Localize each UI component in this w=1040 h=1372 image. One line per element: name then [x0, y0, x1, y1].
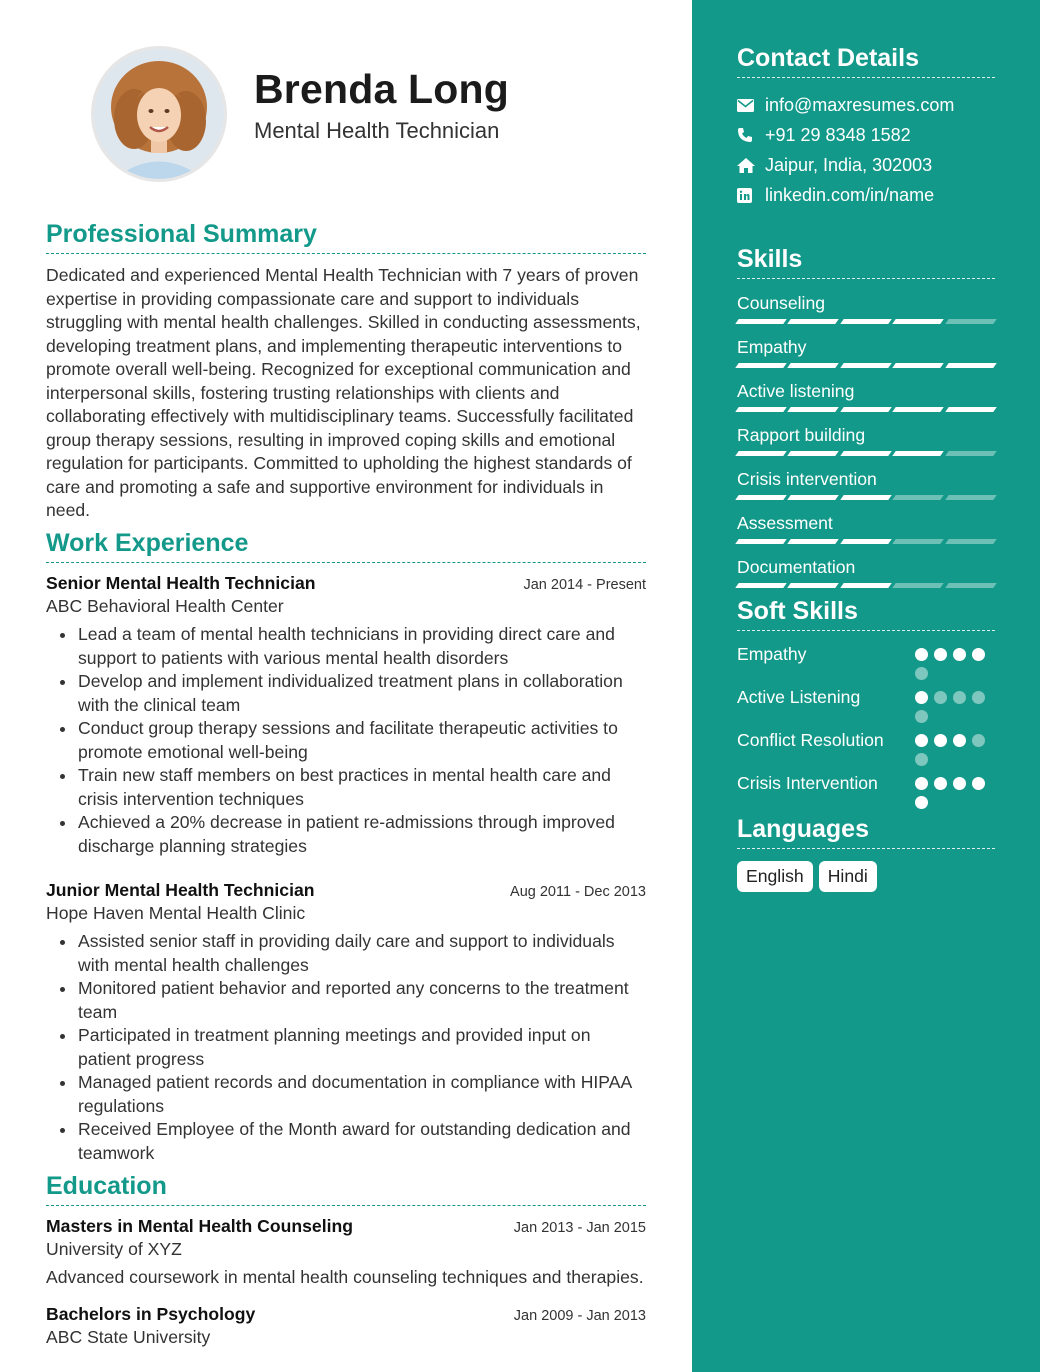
skill-level-bar — [737, 539, 995, 544]
soft-skill-item — [737, 772, 995, 809]
soft-skill-item — [737, 729, 995, 766]
candidate-name: Brenda Long — [254, 66, 510, 112]
work-experience-section — [46, 529, 646, 1179]
skill-level-segment — [840, 539, 892, 544]
skills-list — [737, 291, 995, 588]
avatar — [91, 46, 227, 182]
skill-item — [737, 335, 995, 368]
education-date: Jan 2013 - Jan 2015 — [513, 1220, 646, 1236]
list-item: Managed patient records and documentation in compliance with HIPAA regulations — [46, 1071, 646, 1118]
degree-title: Bachelors in Psychology — [46, 1303, 256, 1324]
skill-level-segment — [788, 407, 840, 412]
section-title-education: Education — [46, 1172, 646, 1206]
rating-dot — [915, 777, 928, 790]
skill-level-segment — [840, 319, 892, 324]
section-title-summary: Professional Summary — [46, 220, 646, 254]
skill-level-segment — [735, 363, 787, 368]
job-date: Jan 2014 - Present — [523, 577, 646, 593]
contact-email[interactable] — [737, 90, 995, 120]
skill-level-segment — [892, 407, 944, 412]
language-list — [737, 861, 995, 892]
contact-section — [737, 44, 995, 210]
skill-level-segment — [788, 319, 840, 324]
skill-level-segment — [840, 583, 892, 588]
skill-level-segment — [735, 495, 787, 500]
phone-text: +91 29 8348 1582 — [765, 124, 911, 145]
rating-dot — [934, 648, 947, 661]
skill-level-segment — [945, 363, 997, 368]
soft-skill-item — [737, 643, 995, 680]
education-date: Jan 2009 - Jan 2013 — [513, 1307, 646, 1324]
list-item: Monitored patient behavior and reported any concerns to the treatment team — [46, 977, 646, 1024]
skill-level-segment — [945, 495, 997, 500]
contact-linkedin[interactable] — [737, 180, 995, 210]
skill-level-segment — [892, 363, 944, 368]
rating-dot — [934, 691, 947, 704]
skill-level-segment — [735, 451, 787, 456]
soft-skills-section — [737, 597, 995, 815]
contact-phone[interactable] — [737, 120, 995, 150]
profile-photo — [94, 49, 224, 179]
skill-name: Rapport building — [737, 425, 866, 445]
skill-level-bar — [737, 583, 995, 588]
list-item: Conduct group therapy sessions and facilitate therapeutic activities to promote emotional well-being — [46, 717, 646, 764]
skill-level-segment — [788, 495, 840, 500]
degree-title: Masters in Mental Health Counseling — [46, 1216, 353, 1236]
skill-level-segment — [788, 583, 840, 588]
skill-level-segment — [788, 451, 840, 456]
skill-level-bar — [737, 495, 995, 500]
list-item: Train new staff members on best practices in mental health care and crisis intervention techniques — [46, 764, 646, 811]
rating-dot — [953, 777, 966, 790]
soft-skill-rating — [915, 643, 995, 680]
list-item: Assisted senior staff in providing daily care and support to individuals with mental health challenges — [46, 930, 646, 977]
job-organization: ABC Behavioral Health Center — [46, 596, 284, 616]
skill-level-segment — [840, 495, 892, 500]
education-entry — [46, 1304, 646, 1348]
contact-address — [737, 150, 995, 180]
linkedin-icon — [737, 188, 765, 203]
soft-skill-name: Crisis Intervention — [737, 773, 878, 793]
rating-dot — [915, 648, 928, 661]
rating-dot — [972, 777, 985, 790]
skill-level-segment — [840, 363, 892, 368]
rating-dot — [953, 648, 966, 661]
skill-level-segment — [840, 407, 892, 412]
rating-dot — [972, 691, 985, 704]
section-title-soft-skills: Soft Skills — [737, 597, 995, 631]
section-title-contact: Contact Details — [737, 44, 995, 78]
language-chip: English — [737, 861, 813, 892]
skill-level-bar — [737, 319, 995, 324]
skill-level-segment — [840, 451, 892, 456]
professional-summary-section — [46, 220, 646, 523]
skill-level-segment — [892, 539, 944, 544]
rating-dot — [934, 734, 947, 747]
phone-icon — [737, 127, 765, 143]
soft-skill-name: Empathy — [737, 644, 807, 664]
skill-level-segment — [735, 407, 787, 412]
rating-dot — [915, 691, 928, 704]
job-organization: Hope Haven Mental Health Clinic — [46, 903, 306, 923]
list-item: Develop and implement individualized treatment plans in collaboration with the clinical team — [46, 670, 646, 717]
rating-dot — [915, 796, 928, 809]
rating-dot — [934, 777, 947, 790]
languages-section — [737, 815, 995, 892]
skill-name: Crisis intervention — [737, 469, 877, 489]
rating-dot — [915, 710, 928, 723]
soft-skill-name: Active Listening — [737, 687, 861, 707]
soft-skill-item — [737, 686, 995, 723]
email-text: info@maxresumes.com — [765, 94, 955, 115]
skill-item — [737, 423, 995, 456]
rating-dot — [915, 753, 928, 766]
skill-level-segment — [945, 407, 997, 412]
envelope-icon — [737, 99, 765, 112]
skill-name: Empathy — [737, 337, 807, 357]
job-title: Senior Mental Health Technician — [46, 573, 316, 593]
rating-dot — [953, 734, 966, 747]
list-item: Achieved a 20% decrease in patient re-admissions through improved discharge planning strategies — [46, 811, 646, 858]
rating-dot — [953, 691, 966, 704]
skill-level-segment — [735, 319, 787, 324]
skill-name: Active listening — [737, 381, 855, 401]
skills-section — [737, 245, 995, 599]
skill-level-bar — [737, 363, 995, 368]
skill-name: Documentation — [737, 557, 856, 577]
school-name: ABC State University — [46, 1326, 211, 1347]
soft-skill-name: Conflict Resolution — [737, 730, 884, 750]
skill-level-segment — [945, 451, 997, 456]
skill-item — [737, 467, 995, 500]
skill-item — [737, 511, 995, 544]
section-title-skills: Skills — [737, 245, 995, 279]
skill-item — [737, 379, 995, 412]
address-text: Jaipur, India, 302003 — [765, 154, 933, 175]
job-title: Junior Mental Health Technician — [46, 880, 315, 900]
soft-skill-rating — [915, 729, 995, 766]
resume-header — [46, 0, 646, 200]
rating-dot — [915, 734, 928, 747]
education-section — [46, 1172, 646, 1360]
skill-level-segment — [788, 363, 840, 368]
list-item: Lead a team of mental health technicians in providing direct care and support to patients with various mental health disorders — [46, 623, 646, 670]
section-title-work: Work Experience — [46, 529, 646, 563]
skill-name: Assessment — [737, 513, 833, 533]
job-entry — [46, 880, 646, 1165]
list-item: Received Employee of the Month award for outstanding dedication and teamwork — [46, 1118, 646, 1165]
skill-level-segment — [945, 319, 997, 324]
language-chip: Hindi — [819, 861, 877, 892]
job-bullets — [46, 930, 646, 1165]
skill-level-bar — [737, 451, 995, 456]
rating-dot — [972, 734, 985, 747]
skill-level-segment — [892, 451, 944, 456]
rating-dot — [972, 648, 985, 661]
skill-level-segment — [945, 583, 997, 588]
sidebar — [692, 0, 1040, 1372]
linkedin-text: linkedin.com/in/name — [765, 184, 935, 205]
skill-level-segment — [788, 539, 840, 544]
soft-skill-rating — [915, 686, 995, 723]
skill-item — [737, 291, 995, 324]
summary-text: Dedicated and experienced Mental Health Technician with 7 years of proven expertise in providing compassionate care and support to individuals struggling with mental health challenges. Skilled in conducting assessments, developing treatment plans, and implementing therapeutic interventions to promote overall well-being. Recognized for exceptional communication and interpersonal skills, fostering trusting relationships with clients and collaborating effectively with multidisciplinary teams. Successfully facilitated group therapy sessions, resulting in improved coping skills and emotional regulation for participants. Committed to upholding the highest standards of care and promoting a safe and supportive environment for individuals in need. — [46, 265, 641, 520]
soft-skills-list — [737, 643, 995, 809]
skill-level-segment — [735, 539, 787, 544]
job-entry — [46, 573, 646, 858]
list-item: Participated in treatment planning meetings and provided input on patient progress — [46, 1024, 646, 1071]
education-description: Advanced coursework in mental health counseling techniques and therapies. — [46, 1267, 644, 1287]
job-bullets — [46, 623, 646, 858]
rating-dot — [915, 667, 928, 680]
section-title-languages: Languages — [737, 815, 995, 849]
candidate-role: Mental Health Technician — [254, 118, 500, 143]
skill-name: Counseling — [737, 293, 826, 313]
skill-item — [737, 555, 995, 588]
soft-skill-rating — [915, 772, 995, 809]
skill-level-segment — [945, 539, 997, 544]
skill-level-segment — [892, 319, 944, 324]
skill-level-segment — [892, 495, 944, 500]
school-name: University of XYZ — [46, 1239, 182, 1259]
skill-level-bar — [737, 407, 995, 412]
skill-level-segment — [892, 583, 944, 588]
home-icon — [737, 158, 765, 173]
education-entry — [46, 1216, 646, 1290]
job-date: Aug 2011 - Dec 2013 — [510, 884, 646, 900]
skill-level-segment — [735, 583, 787, 588]
